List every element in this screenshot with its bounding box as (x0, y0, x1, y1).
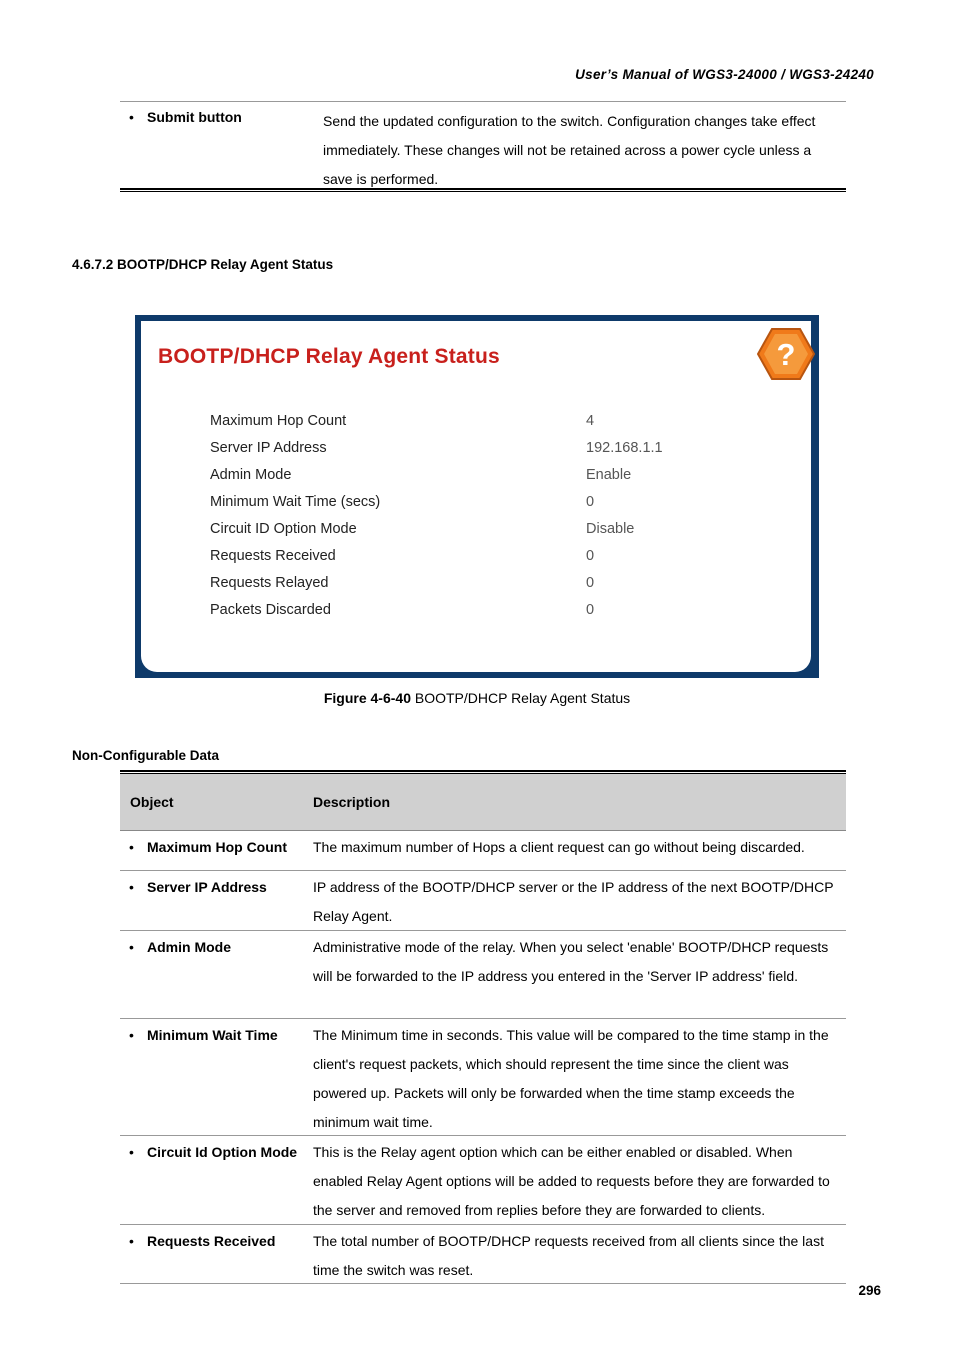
page-number: 296 (858, 1283, 881, 1298)
field-label: Requests Relayed (210, 574, 329, 591)
field-label: Maximum Hop Count (210, 412, 347, 429)
list-item (210, 488, 770, 515)
field-label: Server IP Address (210, 439, 327, 456)
table-row (120, 1136, 846, 1225)
section-heading: 4.6.7.2 BOOTP/DHCP Relay Agent Status (72, 257, 334, 272)
field-label: Packets Discarded (210, 601, 331, 618)
description-cell: Administrative mode of the relay. When you select 'enable' BOOTP/DHCP requests will be forwarded to the IP address you entered in the 'Server IP address' field. (313, 939, 829, 984)
field-value: Disable (586, 520, 635, 537)
table-row (120, 1019, 846, 1136)
description-cell: The total number of BOOTP/DHCP requests received from all clients since the last time the switch was reset. (313, 1233, 824, 1278)
figure-caption-text: BOOTP/DHCP Relay Agent Status (410, 690, 631, 706)
field-label: Requests Received (210, 547, 336, 564)
description-cell: IP address of the BOOTP/DHCP server or the IP address of the next BOOTP/DHCP Relay Agent. (313, 879, 834, 924)
object-cell: • Circuit Id Option Mode (120, 1136, 313, 1224)
object-cell: • Maximum Hop Count (120, 831, 313, 870)
field-value: 0 (586, 601, 595, 618)
object-cell: • Requests Received (120, 1225, 313, 1283)
table-bottom-rule (120, 188, 846, 192)
figure-label: Figure 4-6-40 (323, 690, 411, 706)
table-row (120, 871, 846, 931)
list-item (210, 515, 770, 542)
screenshot-content (141, 321, 811, 672)
list-item (210, 434, 770, 461)
relay-agent-status-screenshot (135, 315, 819, 678)
object-cell: • Submit button (120, 102, 306, 194)
status-values-list (210, 407, 770, 623)
description-cell: The Minimum time in seconds. This value will be compared to the time stamp in the client's request packets, which should represent the time since the client was powered up. Packets will only be forwarded when the time stamp exceeds the minimum wait time. (313, 1027, 829, 1130)
list-item (210, 407, 770, 434)
table-header (120, 774, 846, 831)
field-value: 4 (586, 412, 595, 429)
table-row (120, 931, 846, 1019)
submit-description-table (120, 101, 846, 194)
description-cell: Send the updated configuration to the switch. Configuration changes take effect immediately. These changes will not be retained across a power cycle unless a save is performed. (323, 113, 816, 187)
field-value: 192.168.1.1 (586, 439, 663, 456)
object-cell: • Minimum Wait Time (120, 1019, 313, 1135)
screenshot-title: BOOTP/DHCP Relay Agent Status (158, 345, 500, 368)
object-cell: • Admin Mode (120, 931, 313, 1018)
field-value: 0 (586, 574, 595, 591)
field-label: Circuit ID Option Mode (210, 520, 357, 537)
svg-text:?: ? (776, 337, 796, 372)
non-configurable-heading: Non-Configurable Data (72, 748, 219, 763)
manual-header-title: User’s Manual of WGS3-24000 / WGS3-24240 (575, 67, 874, 82)
table-row (120, 831, 846, 871)
list-item (210, 596, 770, 623)
question-hexagon-icon[interactable] (757, 327, 815, 381)
table-row (120, 1225, 846, 1284)
list-item (210, 569, 770, 596)
object-column-header: Object (130, 794, 174, 810)
description-cell: The maximum number of Hops a client request can go without being discarded. (313, 839, 805, 855)
field-label: Minimum Wait Time (secs) (210, 493, 381, 510)
field-value: 0 (586, 547, 595, 564)
figure-caption (0, 690, 954, 706)
field-value: Enable (586, 466, 632, 483)
description-cell: This is the Relay agent option which can be either enabled or disabled. When enabled Relay Agent options will be added to requests before they are forwarded to the server and removed from replies before they are forwarded to clients. (313, 1144, 830, 1218)
field-value: 0 (586, 493, 595, 510)
field-label: Admin Mode (210, 466, 292, 483)
object-cell: • Server IP Address (120, 871, 313, 930)
list-item (210, 542, 770, 569)
table-row (120, 102, 846, 194)
description-column-header: Description (313, 794, 391, 810)
list-item (210, 461, 770, 488)
non-configurable-table (120, 774, 846, 1284)
